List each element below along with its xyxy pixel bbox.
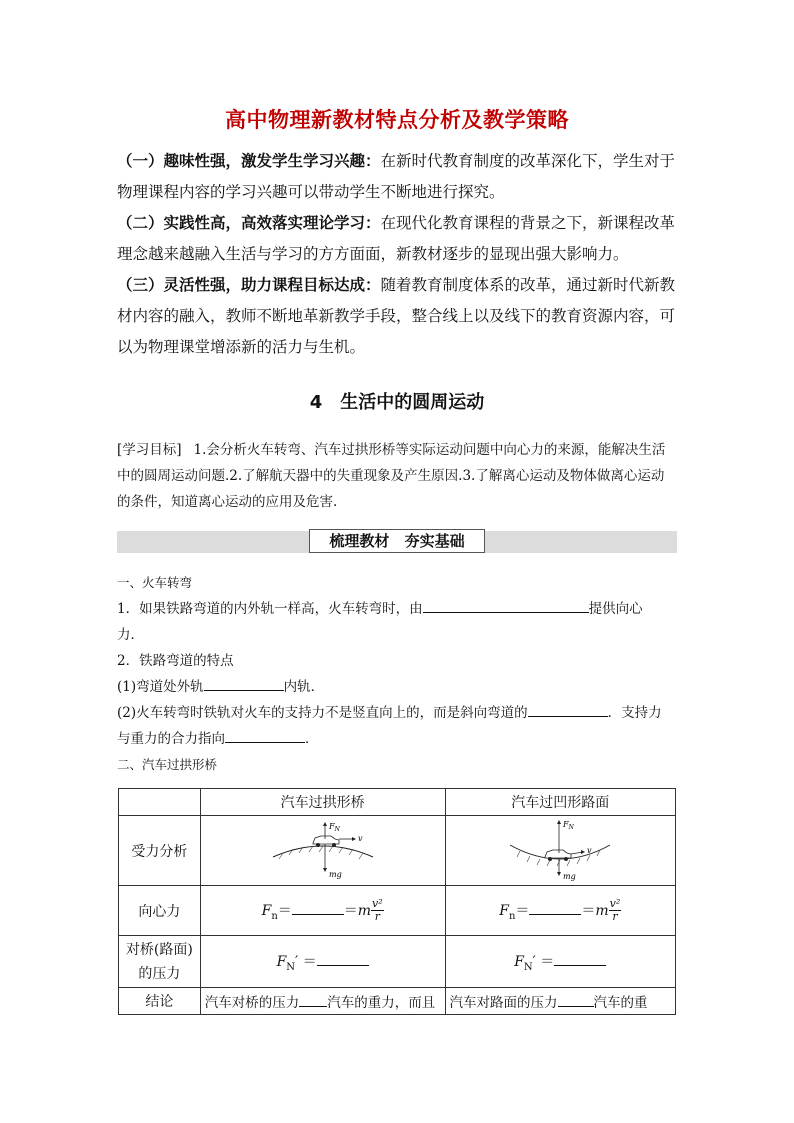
- section-title: [0, 388, 794, 414]
- table-row: [119, 988, 676, 1015]
- part2-heading: 二、汽车过拱形桥: [117, 757, 218, 772]
- banner-title: 梳理教材 夯实基础: [309, 529, 485, 553]
- part1-heading: 一、火车转弯: [117, 575, 193, 590]
- fig-fn-label: $F_N$: [563, 819, 575, 831]
- col-header-bridge: 汽车过拱形桥: [200, 789, 445, 816]
- formula: $F_N'$ ＝: [514, 954, 606, 970]
- fig-fn-label: $F_N$: [328, 821, 340, 833]
- section-number: 4: [309, 392, 323, 413]
- fill-blank[interactable]: [225, 728, 305, 743]
- fig-v-label: v: [587, 845, 592, 855]
- fill-blank[interactable]: [528, 702, 608, 717]
- intro-text: 在现代化教育课程的背景之下，新课程改革理念越来越融入生活与学习的方方面面，新教材逐步的显现出强大影响力。: [117, 214, 676, 263]
- bridge-centripetal-formula: [200, 886, 445, 936]
- intro-item: [117, 270, 677, 363]
- sub2-text-a: (2)火车转弯时铁轨对火车的支持力不是竖直向上的，而是斜向弯道的: [117, 705, 528, 721]
- formula: $F_n= =m$ $\frac{\text{v²}}{r}$: [261, 897, 383, 923]
- bridge-pressure-formula: [200, 936, 445, 988]
- road-conclusion: 汽车对路面的压力 汽车的重: [445, 988, 675, 1015]
- row-label-pressure: 对桥(路面) 的压力: [119, 936, 201, 988]
- part1-sub1: [117, 674, 677, 700]
- sub1-text-a: (1)弯道处外轨: [117, 679, 204, 695]
- fill-blank[interactable]: [292, 900, 344, 915]
- fig-v-label: v: [357, 833, 363, 843]
- fill-blank[interactable]: [299, 992, 327, 1007]
- col-header-road: 汽车过凹形路面: [445, 789, 675, 816]
- sub2-text-d: ．: [305, 731, 319, 747]
- fig-mg-label: mg: [328, 869, 342, 879]
- sub1-text-b: 内轨．: [283, 679, 325, 695]
- intro-heading: （一）趣味性强，激发学生学习兴趣：: [117, 152, 381, 170]
- row-label-centripetal: 向心力: [119, 886, 201, 936]
- fill-blank[interactable]: [317, 951, 369, 966]
- objectives-label: [学习目标]: [117, 442, 182, 458]
- bridge-conclusion: 汽车对桥的压力 汽车的重力，而且: [200, 988, 445, 1015]
- table-row: [119, 816, 676, 886]
- intro-text: 在新时代教育制度的改革深化下，学生对于物理课程内容的学习兴趣可以带动学生不断地进行探究。: [117, 152, 676, 201]
- part1-item1-cont: 力．: [117, 627, 144, 643]
- intro-item: [117, 208, 677, 270]
- bridge-force-diagram: [200, 816, 445, 886]
- part1-item2: 2．铁路弯道的特点: [117, 653, 234, 669]
- table-row: [119, 886, 676, 936]
- table-row: [119, 789, 676, 816]
- formula: $F_N'$ ＝: [277, 954, 369, 970]
- intro-paragraphs: [117, 146, 677, 363]
- road-pressure-formula: [445, 936, 675, 988]
- item1-text-a: 1．如果铁路弯道的内外轨一样高，火车转弯时，由: [117, 601, 423, 617]
- fill-blank[interactable]: [554, 951, 606, 966]
- learning-objectives: [117, 437, 677, 515]
- intro-heading: （三）灵活性强，助力课程目标达成：: [117, 276, 381, 294]
- intro-heading: （二）实践性高，高效落实理论学习：: [117, 214, 381, 232]
- table-row: [119, 936, 676, 988]
- fig-mg-label: mg: [563, 871, 576, 881]
- fill-blank[interactable]: [558, 992, 594, 1007]
- part1-item1: [117, 596, 677, 622]
- sub2-text-c: 与重力的合力指向: [117, 731, 225, 747]
- sub2-text-b: ．支持力: [607, 705, 662, 721]
- concave-road-diagram-icon: [505, 817, 615, 881]
- row-label-force: 受力分析: [119, 816, 201, 886]
- road-centripetal-formula: [445, 886, 675, 936]
- part1-sub2-cont: [117, 726, 677, 752]
- bridge-table: [118, 788, 676, 1015]
- fill-blank[interactable]: [204, 676, 284, 691]
- table-cell-empty: [119, 789, 201, 816]
- objectives-text: 1.会分析火车转弯、汽车过拱形桥等实际运动问题中向心力的来源，能解决生活中的圆周运动问题.2.了解航天器中的失重现象及产生原因.3.了解离心运动及物体做离心运动的条件，知道离心运动的应用及危害.: [117, 442, 666, 510]
- road-force-diagram: [445, 816, 675, 886]
- row-label-conclusion: 结论: [119, 988, 201, 1015]
- section-title-text: 生活中的圆周运动: [340, 392, 485, 413]
- fill-blank[interactable]: [423, 598, 589, 613]
- part1-train-turning: [117, 570, 677, 778]
- page-title: 高中物理新教材特点分析及教学策略: [225, 108, 569, 132]
- fill-blank[interactable]: [529, 900, 581, 915]
- item1-text-b: 提供向心: [588, 601, 643, 617]
- part1-sub2: [117, 700, 677, 726]
- bridge-diagram-icon: [263, 817, 383, 881]
- intro-text: 随着教育制度体系的改革，通过新时代新教材内容的融入，教师不断地革新教学手段，整合线上以及线下的教育资源内容，可以为物理课堂增添新的活力与生机。: [117, 276, 676, 356]
- intro-item: [117, 146, 677, 208]
- formula: $F_n= =m$ $\frac{\text{v²}}{r}$: [499, 897, 621, 923]
